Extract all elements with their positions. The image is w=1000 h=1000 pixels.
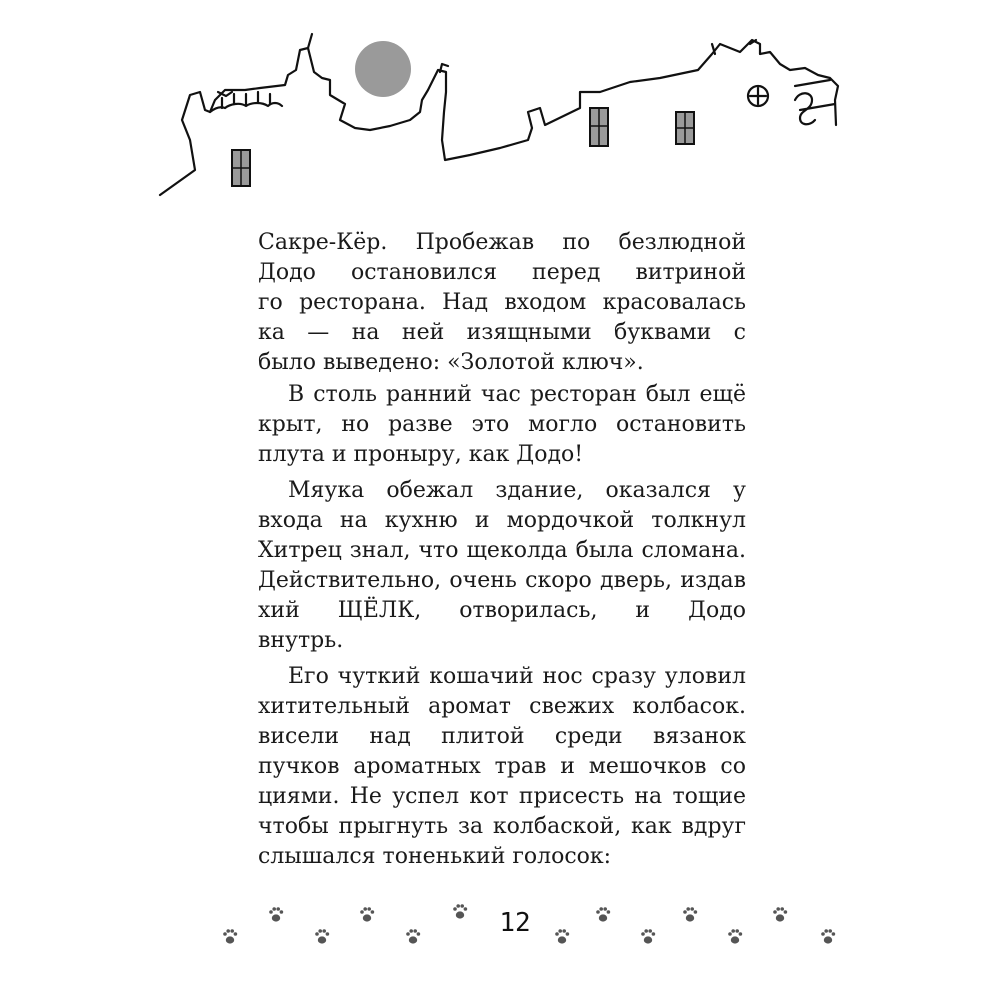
text-line: Сакре-Кёр. Пробежав по безлюдной [258,230,746,255]
text-line: ка — на ней изящными буквами с [258,320,746,345]
paw-print-icon [223,929,237,943]
text-line: Хитрец знал, что щеколда была сломана. [258,538,746,563]
paw-print-icon [683,907,697,921]
text-line: циями. Не успел кот присесть на тощие [258,784,746,809]
text-line: было выведено: «Золотой ключ». [258,350,644,375]
text-line: В столь ранний час ресторан был ещё [288,382,746,407]
text-line: внутрь. [258,628,344,653]
paw-print-icon [453,904,467,918]
rooftops-illustration [0,0,1000,210]
text-line: го ресторана. Над входом красовалась [258,290,746,315]
paw-print-icon [596,907,610,921]
paw-print-icon [641,929,655,943]
paw-print-icon [406,929,420,943]
text-line: слышался тоненький голосок: [258,844,612,869]
text-line: хий ЩЁЛК, отворилась, и Додо [258,598,746,623]
moon-icon [355,41,411,97]
paw-print-icon [773,907,787,921]
text-line: крыт, но разве это могло остановить [258,412,746,437]
page-number: 12 [499,908,531,938]
paw-print-icon [555,929,569,943]
paw-print-icon [269,907,283,921]
text-line: Действительно, очень скоро дверь, издав [258,568,746,593]
text-line: чтобы прыгнуть за колбаской, как вдруг [258,814,746,839]
paw-print-icon [728,929,742,943]
paw-print-icon [315,929,329,943]
paw-print-icon [360,907,374,921]
paw-print-icon [821,929,835,943]
text-line: входа на кухню и мордочкой толкнул [258,508,746,533]
text-line: хитительный аромат свежих колбасок. [258,694,746,719]
text-line: Додо остановился перед витриной [258,260,746,285]
text-line: висели над плитой среди вязанок [258,724,746,749]
text-line: Его чуткий кошачий нос сразу уловил [288,664,746,689]
text-line: Мяука обежал здание, оказался у [288,478,746,503]
text-line: пучков ароматных трав и мешочков со [258,754,746,779]
text-line: плута и проныру, как Додо! [258,442,584,467]
